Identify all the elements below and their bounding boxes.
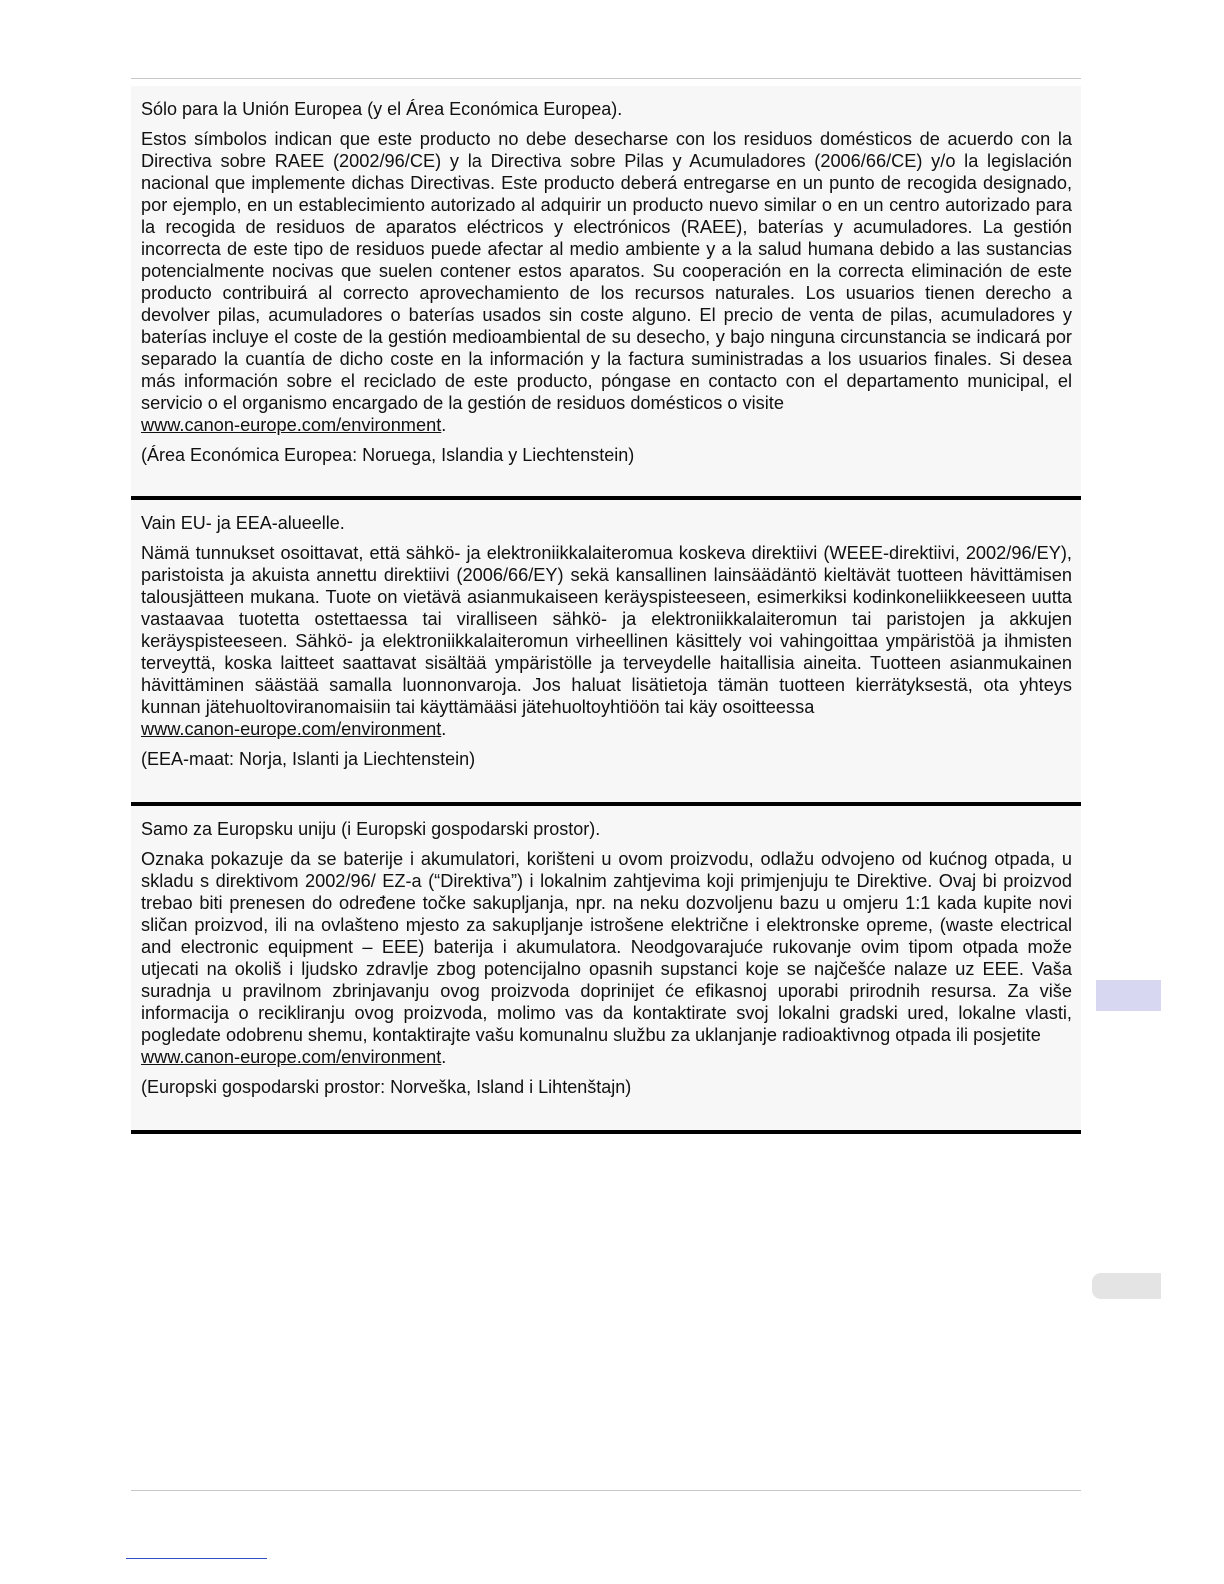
notice-body xyxy=(141,848,1072,1068)
link-suffix: . xyxy=(441,415,447,435)
chapter-tab-active[interactable] xyxy=(1096,980,1161,1011)
notice-finnish xyxy=(131,500,1081,806)
notice-body-text: Oznaka pokazuje da se baterije i akumulatori, korišteni u ovom proizvodu, odlažu odvojeno od kućnog otpada, u skladu s direktivom 2002/96/ EZ-a (“Direktiva”) i lokalnim zahtjevima koji primjenjuju te Direktive. Ovaj bi proizvod trebao biti prenesen do određene točke sakupljanja, npr. na neku dozvoljenu bazu u omjeru 1:1 kada kupite novi sličan proizvod, ili na ovlašteno mjesto za sakupljanje istrošene električne i elektronske opreme, (waste electrical and electronic equipment – EEE) baterija i akumulatora. Neodgovarajuće rukovanje ovim tipom otpada može utjecati na okoliš i ljudsko zdravlje zbog potencijalno opasnih supstanci koje se najčešće nalaze uz EEE. Vaša suradnja u pravilnom zbrinjavanju ovog proizvoda doprinijet će efikasnoj uporabi prirodnih resursa. Za više informacija o recikliranju ovog proizvoda, molimo vas da kontaktirate svoj lokalni gradski ured, lokalne vlasti, pogledate odobrenu shemu, kontaktirajte vašu komunalnu službu za uklanjanje radioaktivnog otpada ili posjetite xyxy=(141,849,1072,1045)
notice-heading: Samo za Europsku uniju (i Europski gospodarski prostor). xyxy=(141,819,601,839)
notice-heading: Vain EU- ja EEA-alueelle. xyxy=(141,513,345,533)
notice-area: (Área Económica Europea: Noruega, Islandia y Liechtenstein) xyxy=(141,445,635,465)
header-rule xyxy=(131,78,1081,79)
notice-spanish xyxy=(131,86,1081,500)
environment-link[interactable]: www.canon-europe.com/environment xyxy=(141,415,442,435)
notice-croatian xyxy=(131,806,1081,1134)
link-suffix: . xyxy=(441,719,447,739)
notice-heading: Sólo para la Unión Europea (y el Área Económica Europea). xyxy=(141,99,623,119)
notice-body-text: Nämä tunnukset osoittavat, että sähkö- ja elektroniikkalaiteromua koskeva direktiivi (WEEE-direktiivi, 2002/96/EY), paristoista ja akuista annettu direktiivi (2006/66/EY) sekä kansallinen lainsäädäntö kieltävät tuotteen hävittämisen talousjätteen mukana. Tuote on vietävä asianmukaiseen keräyspisteeseen, esimerkiksi kodinkoneliikkeeseen uutta vastaavaa tuotetta ostettaessa tai viralliseen sähkö- ja elektroniikkalaiteromun tai paristojen ja akkujen keräyspisteeseen. Sähkö- ja elektroniikkalaiteromun virheellinen käsittely voi vahingoittaa ympäristöä ja ihmisten terveyttä, koska laitteet saattavat sisältää ympäristölle ja terveydelle haitallisia aineita. Tuotteen asianmukainen hävittäminen säästää samalla luonnonvaroja. Jos haluat lisätietoja tämän tuotteen kierrätyksestä, ota yhteys kunnan jätehuoltoviranomaisiin tai käyttämääsi jätehuoltoyhtiöön tai käy osoitteessa xyxy=(141,543,1072,717)
footer-rule xyxy=(131,1490,1081,1491)
notice-area: (EEA-maat: Norja, Islanti ja Liechtenstein) xyxy=(141,749,476,769)
environment-link[interactable]: www.canon-europe.com/environment xyxy=(141,719,442,739)
environment-link[interactable]: www.canon-europe.com/environment xyxy=(141,1047,442,1067)
chapter-tab[interactable] xyxy=(1092,1273,1161,1299)
notice-body xyxy=(141,128,1072,436)
notice-area: (Europski gospodarski prostor: Norveška, Island i Lihtenštajn) xyxy=(141,1077,632,1097)
footer-link-underline[interactable] xyxy=(126,1558,267,1559)
notice-body xyxy=(141,542,1072,740)
link-suffix: . xyxy=(441,1047,447,1067)
notice-body-text: Estos símbolos indican que este producto no debe desecharse con los residuos domésticos de acuerdo con la Directiva sobre RAEE (2002/96/CE) y la Directiva sobre Pilas y Acumuladores (2006/66/CE) y/o la legislación nacional que implemente dichas Directivas. Este producto deberá entregarse en un punto de recogida designado, por ejemplo, en un establecimiento autorizado al adquirir un producto nuevo similar o en un centro autorizado para la recogida de residuos de aparatos eléctricos y electrónicos (RAEE), baterías y acumuladores. La gestión incorrecta de este tipo de residuos puede afectar al medio ambiente y a la salud humana debido a las sustancias potencialmente nocivas que suelen contener estos aparatos. Su cooperación en la correcta eliminación de este producto contribuirá al correcto aprovechamiento de los recursos naturales. Los usuarios tienen derecho a devolver pilas, acumuladores o baterías usados sin coste alguno. El precio de venta de pilas, acumuladores y baterías incluye el coste de la gestión medioambiental de su desecho, y bajo ninguna circunstancia se indicará por separado la cuantía de dicho coste en la información y la factura suministradas a los usuarios finales. Si desea más información sobre el reciclado de este producto, póngase en contacto con el departamento municipal, el servicio o el organismo encargado de la gestión de residuos domésticos o visite xyxy=(141,129,1072,413)
